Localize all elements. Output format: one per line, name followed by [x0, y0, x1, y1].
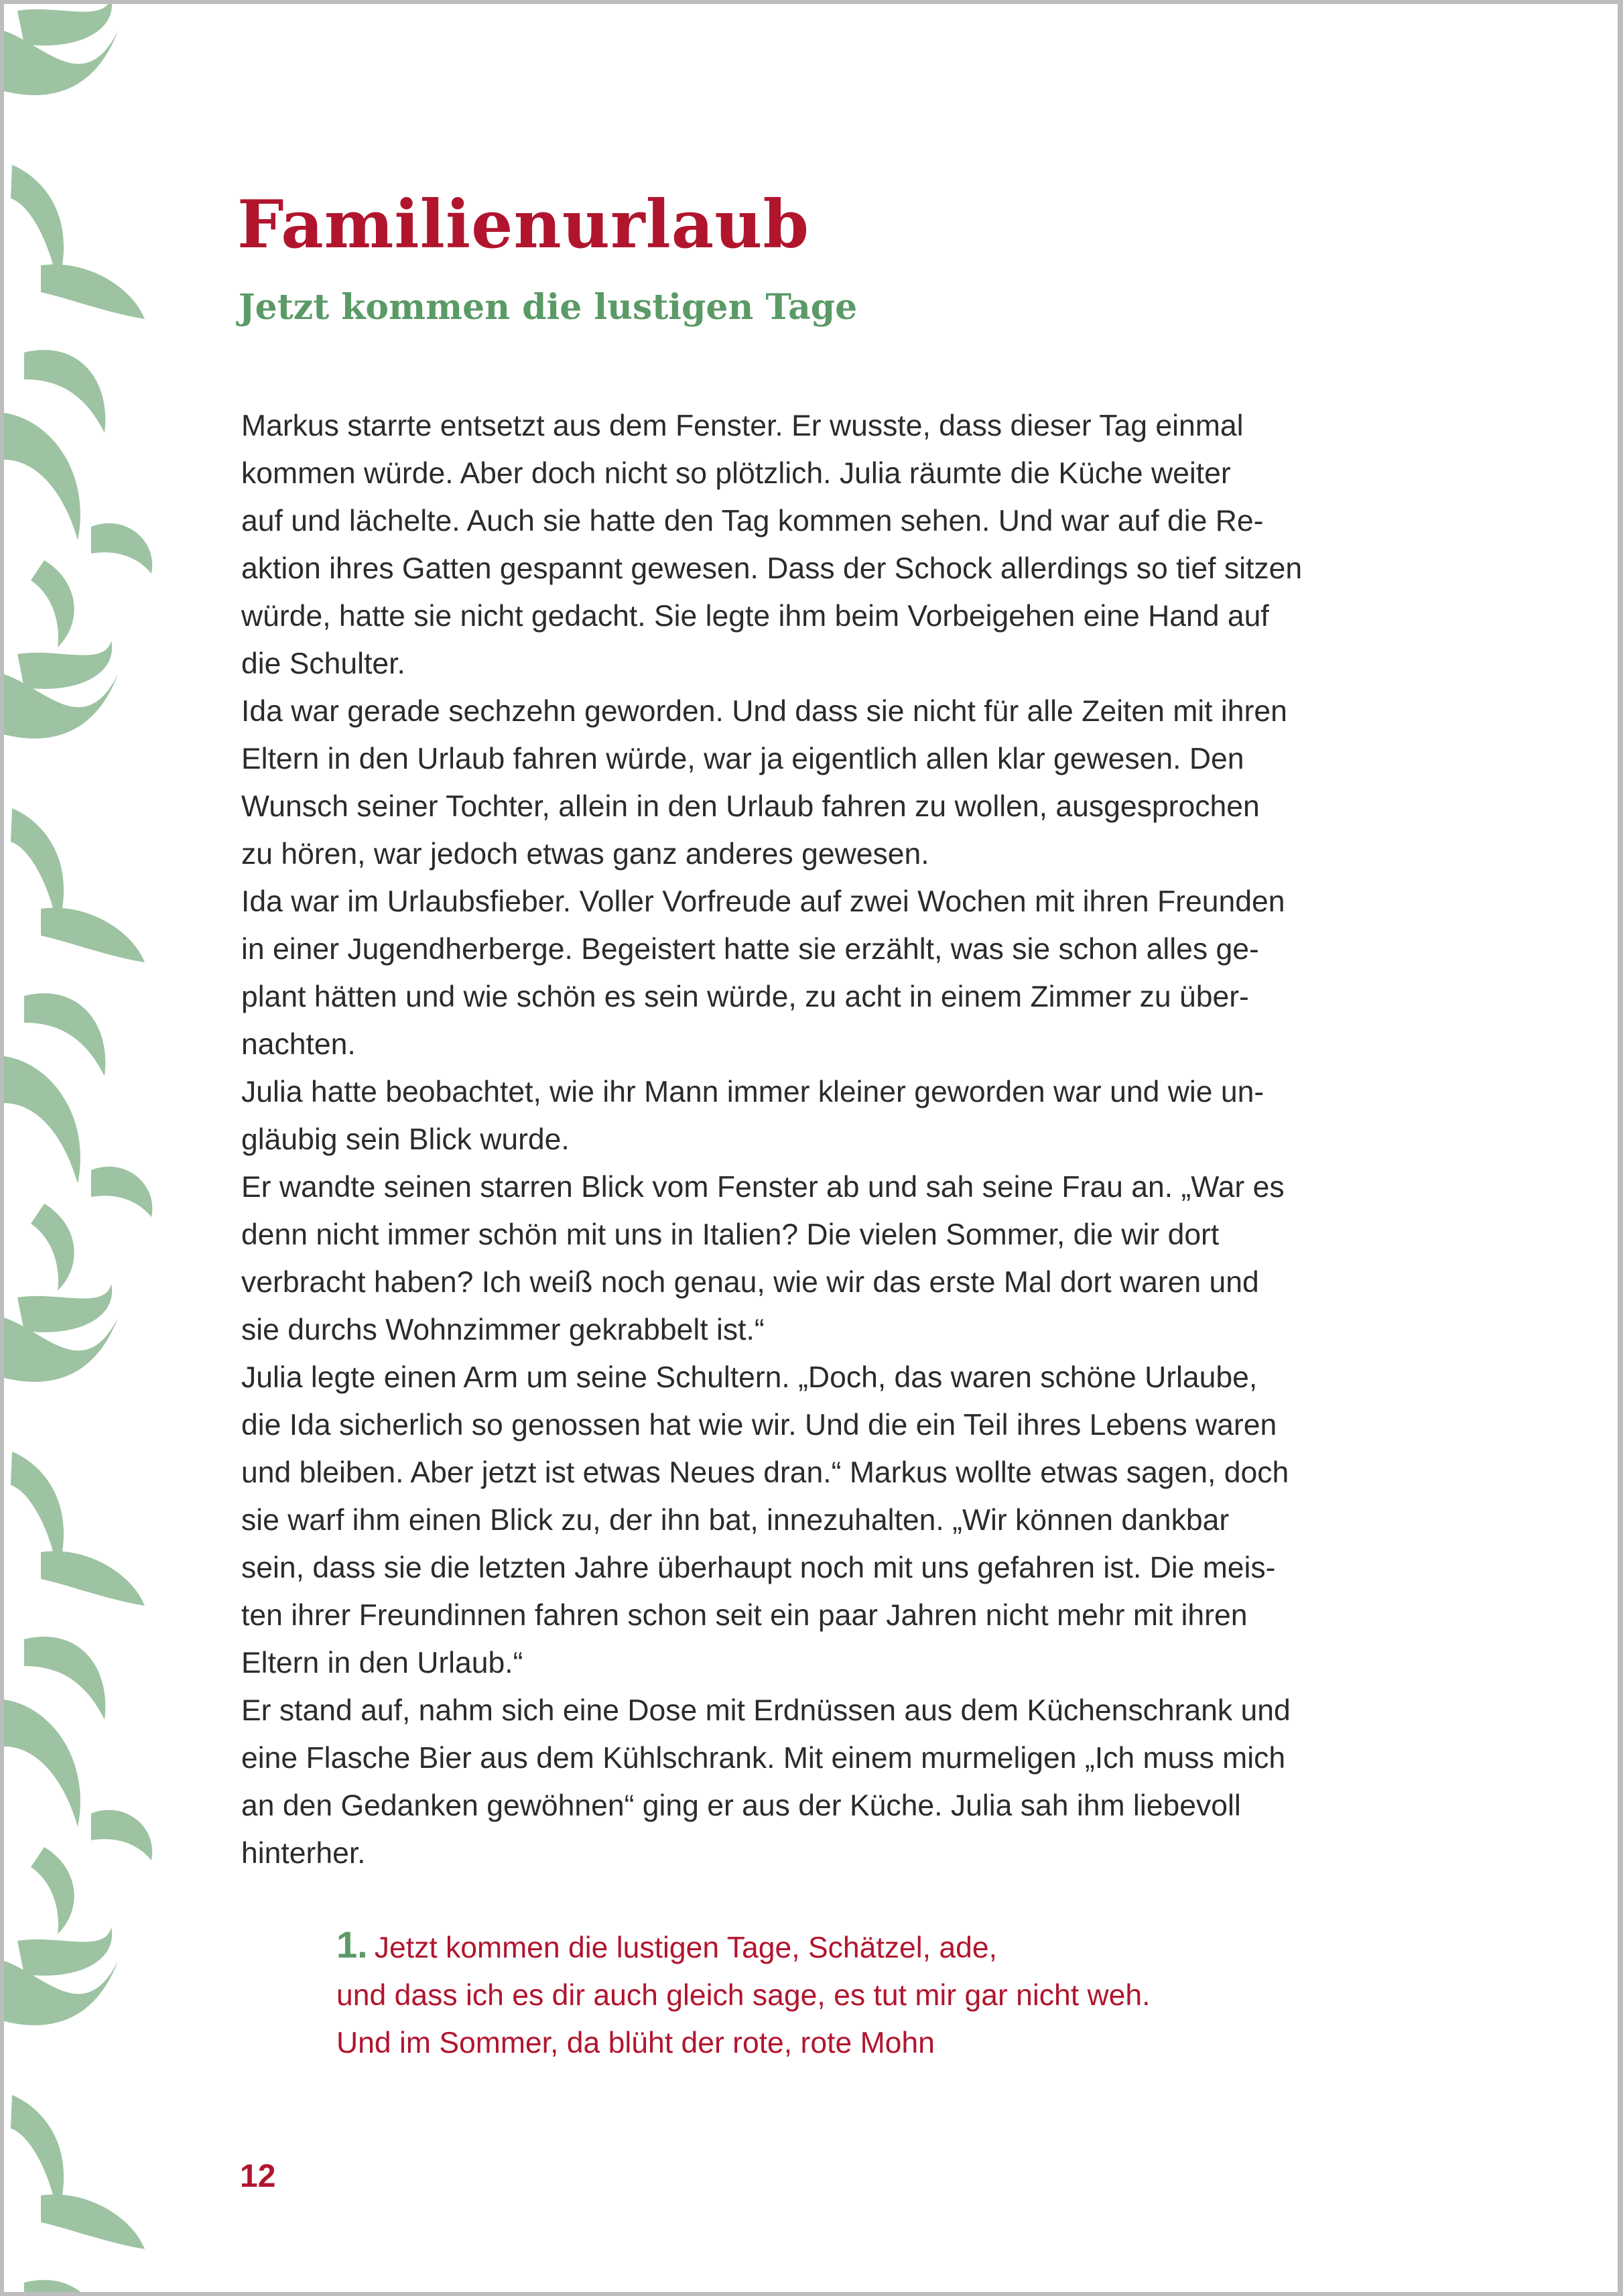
verse-line: Und im Sommer, da blüht der rote, rote Mohn [336, 2027, 935, 2059]
text-line: eine Flasche Bier aus dem Kühlschrank. Mit einem murmeligen „Ich muss mich [241, 1742, 1286, 1775]
text-line: Wunsch seiner Tochter, allein in den Urlaub fahren zu wollen, ausgesprochen [241, 790, 1260, 823]
text-line: Ida war gerade sechzehn geworden. Und dass sie nicht für alle Zeiten mit ihren [241, 695, 1287, 728]
book-page [4, 4, 1618, 2292]
text-line: Julia hatte beobachtet, wie ihr Mann immer kleiner geworden war und wie un- [241, 1076, 1264, 1108]
song-verse [336, 1921, 1151, 2067]
text-line: hinterher. [241, 1837, 366, 1870]
text-line: nachten. [241, 1028, 356, 1061]
text-line: Eltern in den Urlaub.“ [241, 1647, 523, 1679]
leaf-swirl-ornament-icon [4, 4, 172, 2292]
text-line: gläubig sein Blick wurde. [241, 1123, 570, 1156]
text-line: und bleiben. Aber jetzt ist etwas Neues dran.“ Markus wollte etwas sagen, doch [241, 1456, 1289, 1489]
verse-line-text: Jetzt kommen die lustigen Tage, Schätzel, ade, [374, 1931, 997, 1964]
text-line: sie durchs Wohnzimmer gekrabbelt ist.“ [241, 1314, 765, 1346]
verse-number: 1. [336, 1923, 368, 1966]
text-line: Ida war im Urlaubsfieber. Voller Vorfreude auf zwei Wochen mit ihren Freunden [241, 885, 1285, 918]
text-line: aktion ihres Gatten gespannt gewesen. Dass der Schock allerdings so tief sitzen [241, 552, 1303, 585]
text-line: sein, dass sie die letzten Jahre überhaupt noch mit uns gefahren ist. Die meis- [241, 1551, 1276, 1584]
text-line: an den Gedanken gewöhnen“ ging er aus der Küche. Julia sah ihm liebevoll [241, 1789, 1241, 1822]
text-line: verbracht haben? Ich weiß noch genau, wie wir das erste Mal dort waren und [241, 1266, 1259, 1299]
verse-line: und dass ich es dir auch gleich sage, es tut mir gar nicht weh. [336, 1979, 1151, 2012]
page-number: 12 [240, 2159, 276, 2194]
text-line: Er stand auf, nahm sich eine Dose mit Erdnüssen aus dem Küchenschrank und [241, 1694, 1291, 1727]
text-line: Julia legte einen Arm um seine Schultern. „Doch, das waren schöne Urlaube, [241, 1361, 1258, 1394]
text-line: in einer Jugendherberge. Begeistert hatte sie erzählt, was sie schon alles ge- [241, 933, 1259, 966]
chapter-subtitle: Jetzt kommen die lustigen Tage [239, 287, 858, 328]
text-line: kommen würde. Aber doch nicht so plötzlich. Julia räumte die Küche weiter [241, 457, 1231, 490]
text-line: plant hätten und wie schön es sein würde, zu acht in einem Zimmer zu über- [241, 980, 1249, 1013]
text-line: sie warf ihm einen Blick zu, der ihn bat, innezuhalten. „Wir können dankbar [241, 1504, 1230, 1537]
verse-line [336, 1921, 1151, 1972]
text-line: auf und lächelte. Auch sie hatte den Tag kommen sehen. Und war auf die Re- [241, 505, 1264, 537]
text-line: Eltern in den Urlaub fahren würde, war ja eigentlich allen klar gewesen. Den [241, 743, 1244, 775]
text-line: die Ida sicherlich so genossen hat wie wir. Und die ein Teil ihres Lebens waren [241, 1409, 1277, 1442]
story-text [241, 402, 1367, 1877]
text-line: ten ihrer Freundinnen fahren schon seit ein paar Jahren nicht mehr mit ihren [241, 1599, 1248, 1632]
text-line: denn nicht immer schön mit uns in Italien? Die vielen Sommer, die wir dort [241, 1218, 1220, 1251]
chapter-title: Familienurlaub [237, 186, 810, 263]
text-line: würde, hatte sie nicht gedacht. Sie legte ihm beim Vorbeigehen eine Hand auf [241, 600, 1269, 633]
text-line: zu hören, war jedoch etwas ganz anderes gewesen. [241, 838, 929, 871]
text-line: Markus starrte entsetzt aus dem Fenster. Er wusste, dass dieser Tag einmal [241, 409, 1244, 442]
text-line: die Schulter. [241, 647, 405, 680]
text-line: Er wandte seinen starren Blick vom Fenster ab und sah seine Frau an. „War es [241, 1171, 1285, 1204]
